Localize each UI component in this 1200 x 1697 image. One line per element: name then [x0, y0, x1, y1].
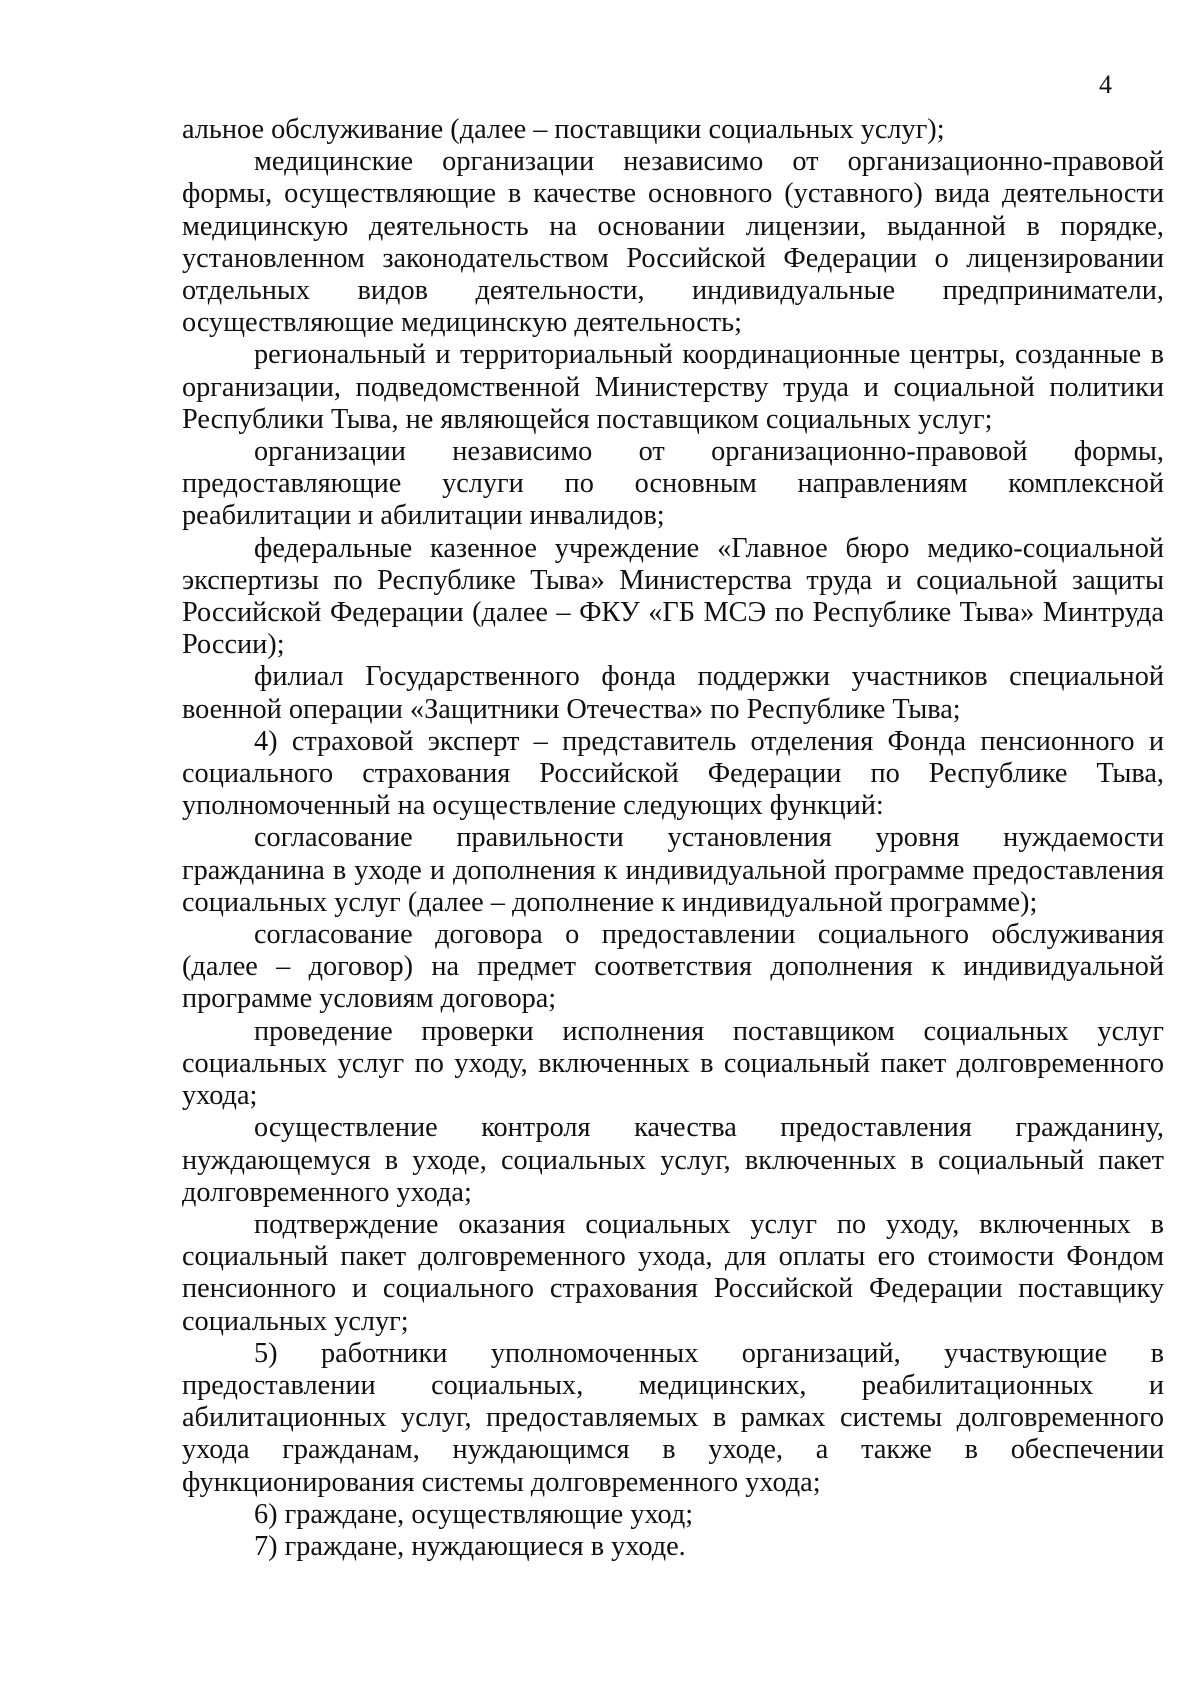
paragraph: медицинские организации независимо от организационно-правовой формы, осуществляющие в качестве основного (уставного) вида деятельности медицинскую деятельность на основании лицензии, выданной в порядке, установленном законодательством Российской Федерации о лицензировании отдельных видов деятельности, индивидуальные предприниматели, осуществляющие медицинскую деятельность;: [182, 146, 1164, 339]
paragraph: согласование правильности установления уровня нуждаемости гражданина в уходе и дополнения к индивидуальной программе предоставления социальных услуг (далее – дополнение к индивидуальной программе);: [182, 822, 1164, 918]
paragraph: филиал Государственного фонда поддержки участников специальной военной операции «Защитники Отечества» по Республике Тыва;: [182, 661, 1164, 725]
document-body: [182, 114, 1164, 1563]
page-number: 4: [1099, 70, 1112, 99]
paragraph: региональный и территориальный координационные центры, созданные в организации, подведомственной Министерству труда и социальной политики Республики Тыва, не являющейся поставщиком социальных услуг;: [182, 339, 1164, 435]
list-item: 5) работники уполномоченных организаций, участвующие в предоставлении социальных, медицинских, реабилитационных и абилитационных услуг, предоставляемых в рамках системы долговременного ухода гражданам, нуждающимся в уходе, а также в обеспечении функционирования системы долговременного ухода;: [182, 1337, 1164, 1498]
list-item: 7) граждане, нуждающиеся в уходе.: [254, 1530, 686, 1562]
paragraph: организации независимо от организационно-правовой формы, предоставляющие услуги по основным направлениям комплексной реабилитации и абилитации инвалидов;: [182, 436, 1164, 532]
paragraph: федеральные казенное учреждение «Главное бюро медико-социальной экспертизы по Республике Тыва» Министерства труда и социальной защиты Российской Федерации (далее – ФКУ «ГБ МСЭ по Республике Тыва» Минтруда России);: [182, 532, 1164, 661]
paragraph: согласование договора о предоставлении социального обслуживания (далее – договор) на предмет соответствия дополнения к индивидуальной программе условиям договора;: [182, 919, 1164, 1015]
list-item: 4) страховой эксперт – представитель отделения Фонда пенсионного и социального страхования Российской Федерации по Республике Тыва, уполномоченный на осуществление следующих функций:: [182, 725, 1164, 822]
paragraph: альное обслуживание (далее – поставщики социальных услуг);: [182, 114, 945, 145]
list-item: 6) граждане, осуществляющие уход;: [254, 1498, 694, 1530]
paragraph: подтверждение оказания социальных услуг по уходу, включенных в социальный пакет долговременного ухода, для оплаты его стоимости Фондом пенсионного и социального страхования Российской Федерации поставщику социальных услуг;: [182, 1208, 1164, 1337]
paragraph: осуществление контроля качества предоставления гражданину, нуждающемуся в уходе, социальных услуг, включенных в социальный пакет долговременного ухода;: [182, 1112, 1164, 1208]
paragraph: проведение проверки исполнения поставщиком социальных услуг социальных услуг по уходу, включенных в социальный пакет долговременного ухода;: [182, 1015, 1164, 1112]
